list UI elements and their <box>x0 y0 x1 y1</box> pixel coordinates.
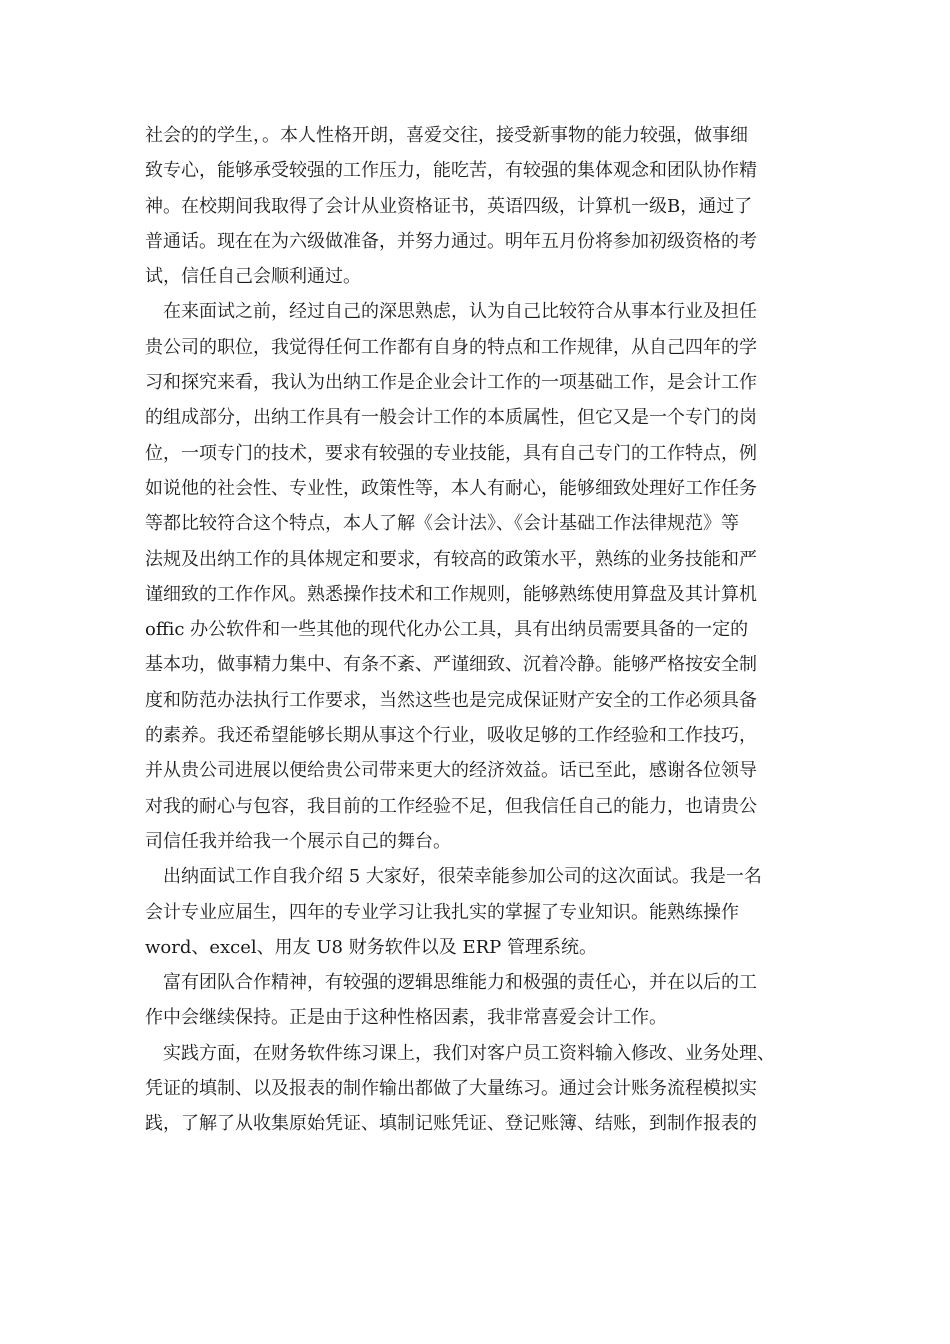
text-line: 会计专业应届生，四年的专业学习让我扎实的掌握了专业知识。能熟练操作 <box>145 901 739 923</box>
text-line: 司信任我并给我一个展示自己的舞台。 <box>145 830 451 852</box>
text-line: 如说他的社会性、专业性，政策性等，本人有耐心，能够细致处理好工作任务 <box>145 477 757 499</box>
text-line: 富有团队合作精神，有较强的逻辑思维能力和极强的责任心，并在以后的工 <box>163 972 757 994</box>
text-line: 神。在校期间我取得了会计从业资格证书，英语四级，计算机一级B，通过了 <box>145 195 753 217</box>
text-line: word、excel、用友 U8 财务软件以及 ERP 管理系统。 <box>145 936 597 958</box>
document-body <box>145 118 815 1142</box>
text-line: 致专心，能够承受较强的工作压力，能吃苦，有较强的集体观念和团队协作精 <box>145 160 757 182</box>
text-line: 并从贵公司进展以便给贵公司带来更大的经济效益。话已至此，感谢各位领导 <box>145 760 757 782</box>
text-line: 凭证的填制、以及报表的制作输出都做了大量练习。通过会计账务流程模拟实 <box>145 1078 757 1100</box>
text-line: 度和防范办法执行工作要求，当然这些也是完成保证财产安全的工作必须具备 <box>145 689 757 711</box>
text-line: 作中会继续保持。正是由于这种性格因素，我非常喜爱会计工作。 <box>145 1007 667 1029</box>
text-line: 对我的耐心与包容，我目前的工作经验不足，但我信任自己的能力，也请贵公 <box>145 795 757 817</box>
text-line: 习和探究来看，我认为出纳工作是企业会计工作的一项基础工作，是会计工作 <box>145 372 757 394</box>
text-line: 法规及出纳工作的具体规定和要求，有较高的政策水平，熟练的业务技能和严 <box>145 548 757 570</box>
text-line: 的素养。我还希望能够长期从事这个行业，吸收足够的工作经验和工作技巧， <box>145 725 757 747</box>
text-line: 社会的的学生，。本人性格开朗，喜爱交往，接受新事物的能力较强，做事细 <box>145 125 748 146</box>
text-line: 践，了解了从收集原始凭证、填制记账凭证、登记账簿、结账，到制作报表的 <box>145 1113 757 1135</box>
text-line: 在来面试之前，经过自己的深思熟虑，认为自己比较符合从事本行业及担任 <box>163 301 757 323</box>
text-line: 试，信任自己会顺利通过。 <box>145 266 361 288</box>
text-line: 谨细致的工作作风。熟悉操作技术和工作规则，能够熟练使用算盘及其计算机 <box>145 583 757 605</box>
text-line: 位，一项专门的技术，要求有较强的专业技能，具有自己专门的工作特点，例 <box>145 442 757 464</box>
text-line: 普通话。现在在为六级做准备，并努力通过。明年五月份将参加初级资格的考 <box>145 230 757 252</box>
text-line: offic 办公软件和一些其他的现代化办公工具，具有出纳员需要具备的一定的 <box>145 619 749 641</box>
text-line: 贵公司的职位，我觉得任何工作都有自身的特点和工作规律，从自己四年的学 <box>145 336 757 358</box>
text-line: 基本功，做事精力集中、有条不紊、严谨细致、沉着冷静。能够严格按安全制 <box>145 654 757 676</box>
text-line: 出纳面试工作自我介绍 5 大家好，很荣幸能参加公司的这次面试。我是一名 <box>163 866 762 888</box>
text-line: 实践方面，在财务软件练习课上，我们对客户员工资料输入修改、业务处理、 <box>163 1042 775 1064</box>
text-line: 等都比较符合这个特点，本人了解《会计法》、《会计基础工作法律规范》等 <box>145 513 739 535</box>
text-line: 的组成部分，出纳工作具有一般会计工作的本质属性，但它又是一个专门的岗 <box>145 407 757 429</box>
